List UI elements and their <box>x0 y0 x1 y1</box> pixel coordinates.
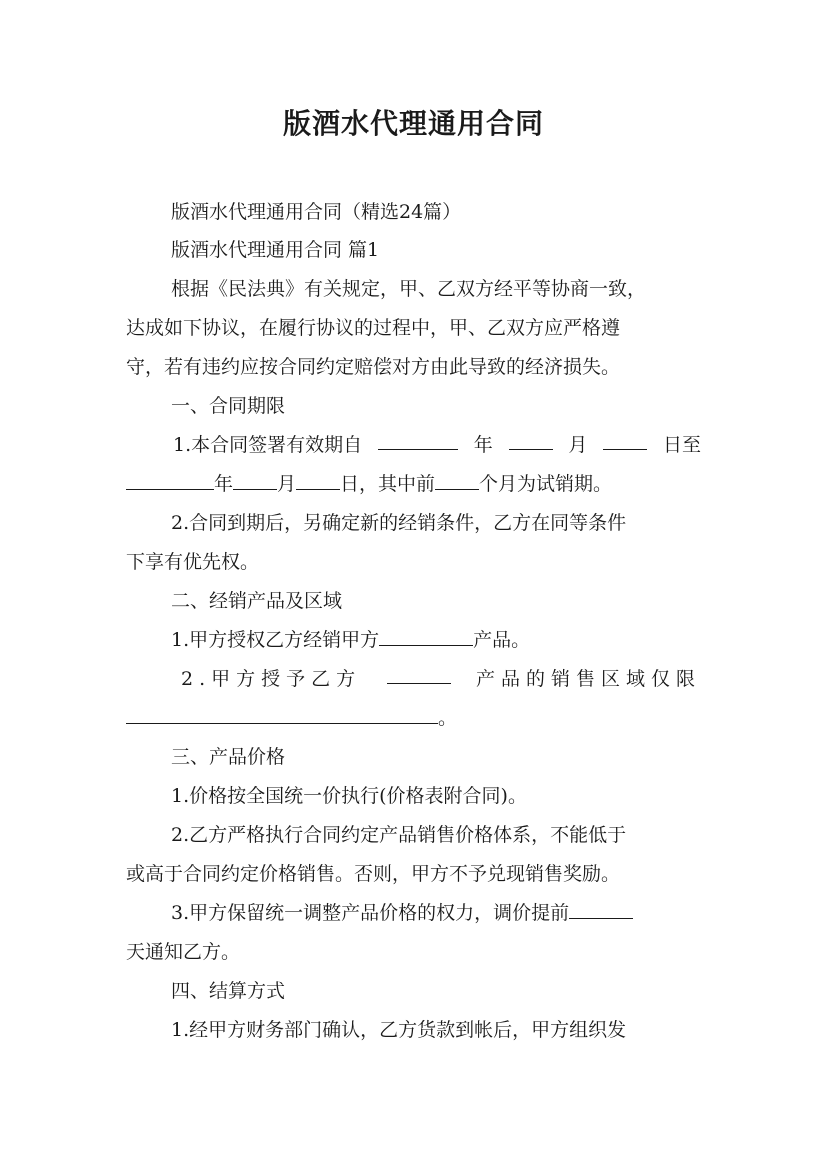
clause-text: 月 <box>568 434 588 456</box>
blank-field <box>126 471 214 490</box>
clause-3-2-line-1: 2.乙方严格执行合同约定产品销售价格体系，不能低于 <box>171 824 627 846</box>
blank-field <box>603 431 647 450</box>
clause-text: 日至 <box>662 434 701 456</box>
clause-text: 3.甲方保留统一调整产品价格的权力，调价提前 <box>171 902 570 924</box>
clause-text: 2.甲方授予乙方 <box>181 668 362 690</box>
clause-3-3-line-2: 天通知乙方。 <box>126 941 241 963</box>
clause-1-2-line-2: 下享有优先权。 <box>126 551 260 573</box>
blank-field <box>378 431 458 450</box>
clause-text: 。 <box>438 707 458 729</box>
clause-text: 1.本合同签署有效期自 <box>173 434 363 456</box>
blank-field <box>296 471 340 490</box>
clause-3-1: 1.价格按全国统一价执行(价格表附合同)。 <box>171 785 527 807</box>
section-heading-2: 二、经销产品及区域 <box>171 590 343 612</box>
clause-text: 年 <box>214 473 234 495</box>
clause-1-1-line-2 <box>126 470 612 498</box>
clause-text: 产品的销售区域仅限 <box>475 668 701 690</box>
clause-1-1-line-1 <box>173 431 701 459</box>
blank-field <box>379 627 473 646</box>
clause-3-2-line-2: 或高于合同约定价格销售。否则，甲方不予兑现销售奖励。 <box>126 863 621 885</box>
intro-line-3: 守，若有违约应按合同约定赔偿对方由此导致的经济损失。 <box>126 356 621 378</box>
clause-text: 日，其中前 <box>340 473 436 495</box>
clause-text: 产品。 <box>473 629 531 651</box>
section-heading-3: 三、产品价格 <box>171 746 286 768</box>
intro-line-1: 根据《民法典》有关规定，甲、乙双方经平等协商一致， <box>171 278 647 300</box>
chapter-heading: 版酒水代理通用合同 篇1 <box>171 239 380 261</box>
clause-text: 个月为试销期。 <box>479 473 613 495</box>
blank-field <box>233 471 277 490</box>
intro-line-2: 达成如下协议，在履行协议的过程中，甲、乙双方应严格遵 <box>126 317 621 339</box>
clause-text: 年 <box>473 434 493 456</box>
document-title: 版酒水代理通用合同 <box>282 107 544 140</box>
clause-2-1 <box>171 626 530 654</box>
section-heading-1: 一、合同期限 <box>171 395 286 417</box>
blank-field <box>569 900 633 919</box>
section-heading-4: 四、结算方式 <box>171 980 286 1002</box>
clause-2-2-line-1 <box>181 665 701 693</box>
blank-field <box>435 471 479 490</box>
clause-4-1-line-1: 1.经甲方财务部门确认，乙方货款到帐后，甲方组织发 <box>171 1019 627 1041</box>
subtitle: 版酒水代理通用合同（精选24篇） <box>171 201 462 223</box>
clause-2-2-line-2 <box>126 704 457 732</box>
clause-text: 月 <box>277 473 297 495</box>
blank-field <box>126 705 438 724</box>
clause-3-3-line-1 <box>171 899 633 927</box>
clause-text: 1.甲方授权乙方经销甲方 <box>171 629 380 651</box>
blank-field <box>509 431 553 450</box>
blank-field <box>387 665 451 684</box>
clause-1-2-line-1: 2.合同到期后，另确定新的经销条件，乙方在同等条件 <box>171 512 627 534</box>
